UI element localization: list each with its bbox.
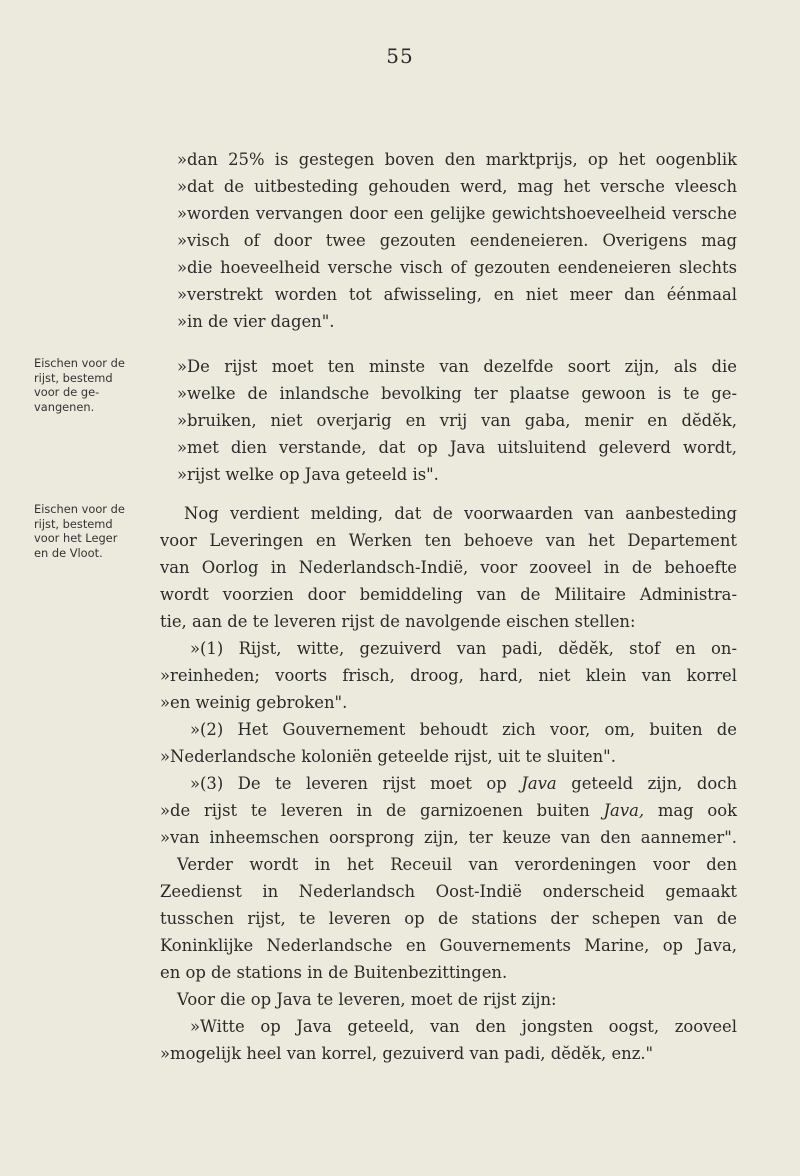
margin-note-line: rijst, bestemd [34,516,113,531]
text-line: Voor die op Java te leveren, moet de rijst zijn: [177,990,557,1009]
text-line: »rijst welke op Java geteeld is". [177,465,439,484]
text-line: en op de stations in de Buitenbezittingen. [160,963,508,982]
text-line: »met dien verstande, dat op Java uitsluitend geleverd wordt, [177,438,737,457]
text-line: »(1) Rijst, witte, gezuiverd van padi, dĕdĕk, stof en on- [190,639,737,658]
text-line: Verder wordt in het Receuil van verordeningen voor den [177,855,737,874]
text-segment: »(3) De te leveren rijst moet op [190,774,507,793]
page-number: 55 [386,44,414,68]
text-line: voor Leveringen en Werken ten behoeve van het Departement [160,531,737,550]
text-segment: geteeld zijn, doch [571,774,737,793]
margin-note-line: en de Vloot. [34,545,103,560]
margin-note-line: Eischen voor de [34,356,125,370]
text-line: tusschen rijst, te leveren op de stations der schepen van de [160,909,737,928]
text-line: Koninklijke Nederlandsche en Gouvernements Marine, op Java, [160,936,737,955]
text-line: »in de vier dagen". [177,312,335,331]
text-line: van Oorlog in Nederlandsch-Indië, voor zooveel in de behoefte [160,558,737,577]
text-line: »welke de inlandsche bevolking ter plaatse gewoon is te ge- [177,384,737,403]
margin-note-line: voor de ge- [34,385,100,399]
margin-note-line: rijst, bestemd [34,370,113,385]
text-line: »reinheden; voorts frisch, droog, hard, niet klein van korrel [160,666,737,685]
margin-note-army-navy [34,502,144,560]
text-line: tie, aan de te leveren rijst de navolgende eischen stellen: [160,612,636,631]
margin-note-line: voor het Leger [34,531,118,545]
text-line: Zeedienst in Nederlandsch Oost-Indië onderscheid gemaakt [160,882,737,901]
text-line: »visch of door twee gezouten eendeneieren. Overigens mag [177,231,737,250]
text-line: »dat de uitbesteding gehouden werd, mag het versche vleesch [177,177,737,196]
text-line: wordt voorzien door bemiddeling van de Militaire Administra- [160,585,737,604]
text-line [160,797,737,824]
text-line: »van inheemschen oorsprong zijn, ter keuze van den aannemer". [160,828,737,847]
text-line: »Witte op Java geteeld, van den jongsten oogst, zooveel [190,1017,737,1036]
italic-java: Java [521,774,557,793]
text-line: »bruiken, niet overjarig en vrij van gaba, menir en dĕdĕk, [177,411,737,430]
margin-note-line: Eischen voor de [34,502,125,516]
text-line: »De rijst moet ten minste van dezelfde soort zijn, als die [177,357,737,376]
text-line: »dan 25% is gestegen boven den marktprijs, op het oogenblik [177,150,737,169]
text-segment: mag ook [657,801,738,820]
text-line: »Nederlandsche koloniën geteelde rijst, uit te sluiten". [160,747,616,766]
text-line: »die hoeveelheid versche visch of gezouten eendeneieren slechts [177,258,737,277]
text-line: »(2) Het Gouvernement behoudt zich voor, om, buiten de [190,720,737,739]
margin-note-prisoners [34,356,144,414]
text-line: »en weinig gebroken". [160,693,348,712]
text-line: »worden vervangen door een gelijke gewichtshoeveelheid versche [177,204,737,223]
text-line [190,770,737,797]
italic-java: Java, [603,801,645,820]
text-line: »mogelijk heel van korrel, gezuiverd van padi, dĕdĕk, enz." [160,1044,654,1063]
text-line: »verstrekt worden tot afwisseling, en niet meer dan éénmaal [177,285,737,304]
margin-note-line: vangenen. [34,399,95,414]
text-line: Nog verdient melding, dat de voorwaarden van aanbesteding [184,504,737,523]
text-segment: »de rijst te leveren in de garnizoenen buiten [160,801,590,820]
